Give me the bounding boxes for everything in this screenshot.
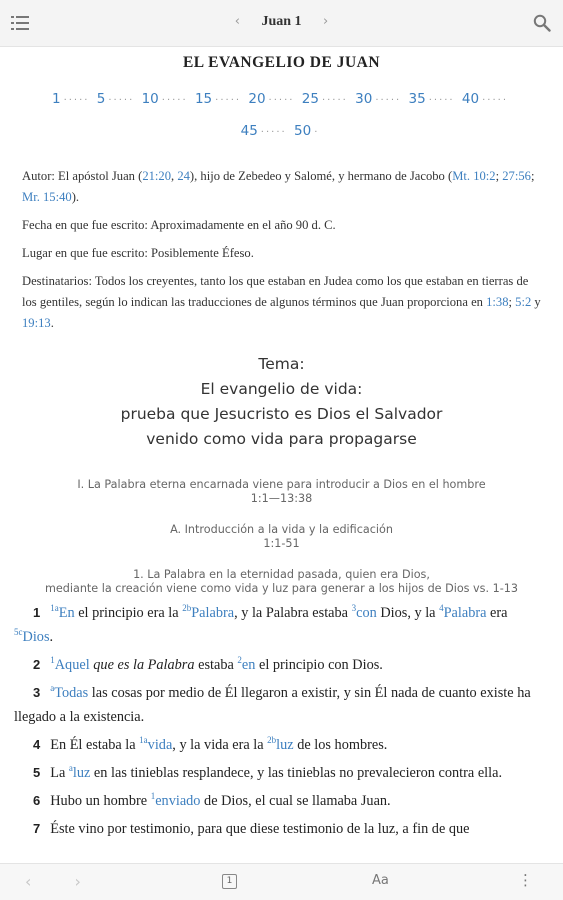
theme-line: venido como vida para propagarse [146,430,417,448]
outline-heading-1: I. La Palabra eterna encarnada viene para introducir a Dios en el hombre 1:1—13:38 [77,478,486,505]
book-title: EL EVANGELIO DE JUAN [182,54,381,71]
verse-link[interactable]: 20 [248,91,266,107]
annotated-word[interactable]: vida [147,737,173,753]
annotated-word[interactable]: luz [276,737,294,753]
footnote-marker[interactable]: 2b [267,735,277,746]
footnote-marker[interactable]: a [50,683,55,694]
verse-link[interactable]: 25 [301,91,319,107]
footnote-marker[interactable]: 2b [182,603,192,614]
cross-reference[interactable]: 27:56 [502,169,531,183]
cross-reference[interactable]: 21:20 [142,169,172,183]
verse-number: 1 [33,605,41,620]
outline-heading-3: 1. La Palabra en la eternidad pasada, quien era Dios, mediante la creación viene como vida y luz para generar a los hijos de Dios vs. 1-13 [44,568,519,595]
footnote-marker[interactable]: 1a [50,603,59,614]
annotated-word[interactable]: Todas [54,685,89,701]
verse-link[interactable]: 1 [51,91,61,107]
reader-content [0,46,563,864]
chevron-left-icon[interactable]: ‹ [234,14,240,29]
bottom-toolbar [0,863,563,900]
footnote-marker[interactable]: 3 [351,603,357,614]
theme-block [0,352,563,452]
back-arrow-icon[interactable]: ‹ [25,872,32,891]
verse-link[interactable]: 45 [240,123,258,139]
verse-number: 2 [33,657,41,672]
book-introduction [0,166,563,334]
cross-reference[interactable]: Mt. 10:2 [452,169,496,183]
footnote-marker[interactable]: 1 [150,791,156,802]
verse-link[interactable]: 50 [294,123,312,139]
annotated-word[interactable]: Aquel [54,657,90,673]
verse-number: 6 [33,793,41,808]
chapter-nav [0,14,563,30]
cross-reference[interactable]: 24 [177,169,190,183]
author-paragraph: Autor: El apóstol Juan (21:20, 24), hijo de Zebedeo y Salomé, y hermano de Jacobo (Mt. 10:2; 27:56; Mr. 15:40). [22,169,535,204]
forward-arrow-icon[interactable]: › [74,872,81,891]
verse-7[interactable]: 7 Éste vino por testimonio, para que diese testimonio de la luz, a fin de que [33,821,470,837]
verse-link[interactable]: 5 [96,91,106,107]
verse-3[interactable]: 3 $^a$Todas las cosas por medio de Él llegaron a existir, y sin Él nada de cuanto existe ha llegado a la existencia. [14,683,531,725]
top-bar [0,0,563,47]
verse-6[interactable]: 6 Hubo un hombre $^1$enviado de Dios, el cual se llamaba Juan. [33,791,391,809]
footnote-marker[interactable]: 4 [439,603,444,614]
annotated-word[interactable]: luz [72,765,91,781]
verse-2[interactable]: 2 $^1$Aquel que es la Palabra estaba $^2$en el principio con Dios. [33,655,383,673]
annotated-word[interactable]: enviado [155,793,201,809]
theme-line: Tema: [258,355,305,373]
footnote-marker[interactable]: 5c [14,627,23,638]
verse-link[interactable]: 10 [141,91,159,107]
theme-line: El evangelio de vida: [200,380,363,398]
verse-link[interactable]: 15 [194,91,213,107]
verse-link[interactable]: 35 [408,91,426,107]
cross-reference[interactable]: 5:2 [515,295,532,309]
annotated-word[interactable]: En [58,605,75,621]
verse-index: 1 ····· 5 ····· 10 ····· 15 ····· 20 ····· 25 ····· 30 ····· 35 ····· 40 ····· 45 ····· 50 · [51,91,509,139]
more-options-icon[interactable]: ⋮ [518,871,533,889]
chapter-title[interactable]: Juan 1 [261,14,302,29]
font-settings-button[interactable]: Aa [372,873,389,888]
theme-line: prueba que Jesucristo es Dios el Salvador [120,405,443,423]
annotated-word[interactable]: Palabra [443,605,487,621]
chevron-right-icon[interactable]: › [323,14,329,29]
cross-reference[interactable]: 1:38 [486,295,509,309]
footnote-marker[interactable]: 2 [237,655,242,666]
date-paragraph: Fecha en que fue escrito: Aproximadamente en el año 90 d. C. [22,218,336,232]
verse-link[interactable]: 40 [461,91,480,107]
verse-5[interactable]: 5 La $^a$luz en las tinieblas resplandece, y las tinieblas no prevalecieron contra ella. [33,763,503,781]
footnote-toggle-icon[interactable]: 1 [222,874,237,889]
annotated-word[interactable]: con [356,605,377,621]
cross-reference[interactable]: 19:13 [22,316,51,330]
verse-4[interactable]: 4 En Él estaba la $^{1a}$vida, y la vida era la $^{2b}$luz de los hombres. [33,735,388,753]
search-icon[interactable] [533,14,551,32]
recipients-paragraph: Destinatarios: Todos los creyentes, tanto los que estaban en Judea como los que estaban en tierras de los gentiles, según lo indican las traducciones de algunos términos que Juan proporciona en 1:38; 5:2 y 19:13. [22,274,541,330]
verse-number: 4 [33,737,41,752]
verse-number: 5 [33,765,41,780]
place-paragraph: Lugar en que fue escrito: Posiblemente Éfeso. [22,246,254,260]
footnote-marker[interactable]: 1 [50,655,55,666]
annotated-word[interactable]: en [241,657,256,673]
annotated-word[interactable]: Dios [22,629,50,645]
outline-heading-2: A. Introducción a la vida y la edificación 1:1-51 [170,523,393,550]
footnote-marker[interactable]: 1a [139,735,148,746]
verse-number: 3 [33,685,41,700]
verse-number: 7 [33,821,41,836]
verse-link[interactable]: 30 [355,91,373,107]
cross-reference[interactable]: Mr. 15:40 [22,190,72,204]
verse-1[interactable]: 1 $^{1a}$En el principio era la $^{2b}$Palabra, y la Palabra estaba $^3$con Dios, y la $^4$Palabra era $^{5c}$Dios. [14,603,508,645]
verse-list [0,601,563,841]
history-nav [25,872,81,891]
annotated-word[interactable]: Palabra [191,605,235,621]
footnote-marker[interactable]: a [68,763,73,774]
